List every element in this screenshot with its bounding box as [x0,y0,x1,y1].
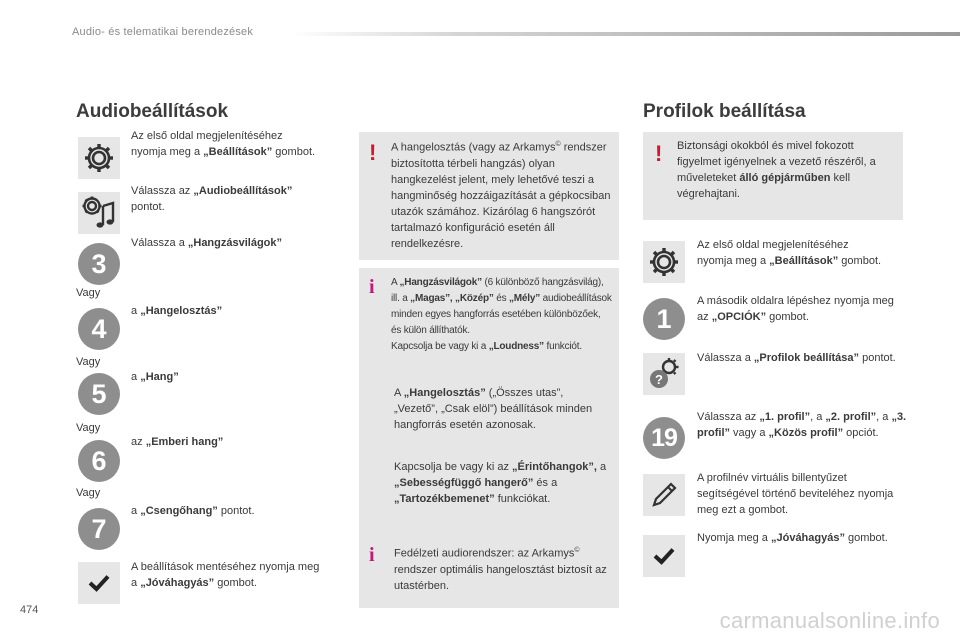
settings-button-icon [643,241,685,283]
step-text: Válassza a „Hangzásvilágok” [131,237,283,249]
step-text: az „Emberi hang” [131,436,224,448]
step-text: A profilnév virtuális billentyűzet segítségével történő beviteléhez nyomja meg ezt a gombot. [697,472,894,516]
step-text: a „Hang” [131,371,179,383]
confirm-button-icon [78,562,120,604]
settings-button-icon [78,137,120,179]
or-label: Vagy [76,422,101,434]
info-text: A „Hangzásvilágok” (6 különböző hangzásvilág), ill. a „Magas”, „Közép” és „Mély” audiobeállítások minden egyes hangforrás esetében különbözőek, és külön állíthatók. Kapcsolja be vagy ki a „Loudness” funkciót. [391,277,612,352]
step-text: Válassza az „1. profil”, a „2. profil”, a „3. profil” vagy a „Közös profil” opciót. [697,411,907,439]
pencil-icon [651,482,677,508]
step-text: A beállítások mentéséhez nyomja meg a „Jóváhagyás” gombot. [131,561,320,589]
step-number-badge: 4 [78,308,120,350]
step-number-badge: 5 [78,373,120,415]
step-number-badge: 3 [78,243,120,285]
info-panel [359,268,619,380]
audio-settings-icon [82,196,116,230]
info-text: Fedélzeti audiorendszer: az Arkamys© rendszer optimális hangelosztást biztosít az utastérben. [394,547,607,592]
step-text: Válassza a „Profilok beállítása” pontot. [697,352,896,364]
info-icon: i [369,276,375,298]
step-number-badge: 19 [643,417,685,459]
svg-text:?: ? [655,372,663,387]
check-icon [88,574,110,592]
note-text-functions: Kapcsolja be vagy ki az „Érintőhangok”, a „Sebességfüggő hangerő” és a „Tartozékbemenet” funkciókat. [394,461,607,505]
edit-name-button-icon [643,474,685,516]
profile-settings-button-icon [643,353,685,395]
note-text-distribution: A „Hangelosztás” („Összes utas”, „Vezető”, „Csak elöl”) beállítások minden hangforrás esetén azonosak. [394,387,593,431]
section-title-audio-settings: Audiobeállítások [76,101,229,122]
step-text: A második oldalra lépéshez nyomja meg az „OPCIÓK” gombot. [697,295,894,323]
or-label: Vagy [76,287,101,299]
info-panel [359,538,619,608]
page-number: 474 [20,604,39,616]
info-icon: i [369,544,375,566]
profile-settings-icon [647,357,681,391]
warning-text: Biztonsági okokból és mivel fokozott figyelmet igényelnek a vezető részéről, a műveleteket álló gépjárműben kell végrehajtani. [677,140,876,200]
step-text: Nyomja meg a „Jóváhagyás” gombot. [697,532,888,544]
step-number-badge: 7 [78,508,120,550]
step-text: a „Csengőhang” pontot. [131,505,255,517]
or-label: Vagy [76,487,101,499]
step-number-badge: 1 [643,298,685,340]
or-label: Vagy [76,356,101,368]
step-number-badge: 6 [78,440,120,482]
gear-icon [649,247,679,277]
confirm-button-icon [643,535,685,577]
header-rule [290,32,960,36]
gear-icon [84,143,114,173]
warning-icon: ! [369,140,377,165]
audio-settings-button-icon [78,192,120,234]
step-text: Az első oldal megjelenítéséhez nyomja meg a „Beállítások” gombot. [697,239,882,267]
note-panel [359,380,619,538]
check-icon [653,547,675,565]
warning-text: A hangelosztás (vagy az Arkamys© rendszer biztosította térbeli hangzás) olyan hangkezelést jelent, mely lehetővé teszi a hangminőség hozzáigazítását a gépkocsiban utazók számához. Kizárólag 6 hangszórót tartalmazó konfiguráció esetén áll rendelkezésre. [391,141,611,250]
step-text: Válassza az „Audiobeállítások” pontot. [131,185,293,213]
step-text: a „Hangelosztás” [131,305,223,317]
warning-panel [359,132,619,260]
warning-icon: ! [655,141,663,166]
warning-panel [643,132,903,220]
section-title-profiles: Profilok beállítása [643,101,806,122]
watermark: carmanualsonline.info [719,608,940,633]
page-header-title: Audio- és telematikai berendezések [72,26,254,38]
step-text: Az első oldal megjelenítéséhez nyomja meg a „Beállítások” gombot. [131,130,316,158]
